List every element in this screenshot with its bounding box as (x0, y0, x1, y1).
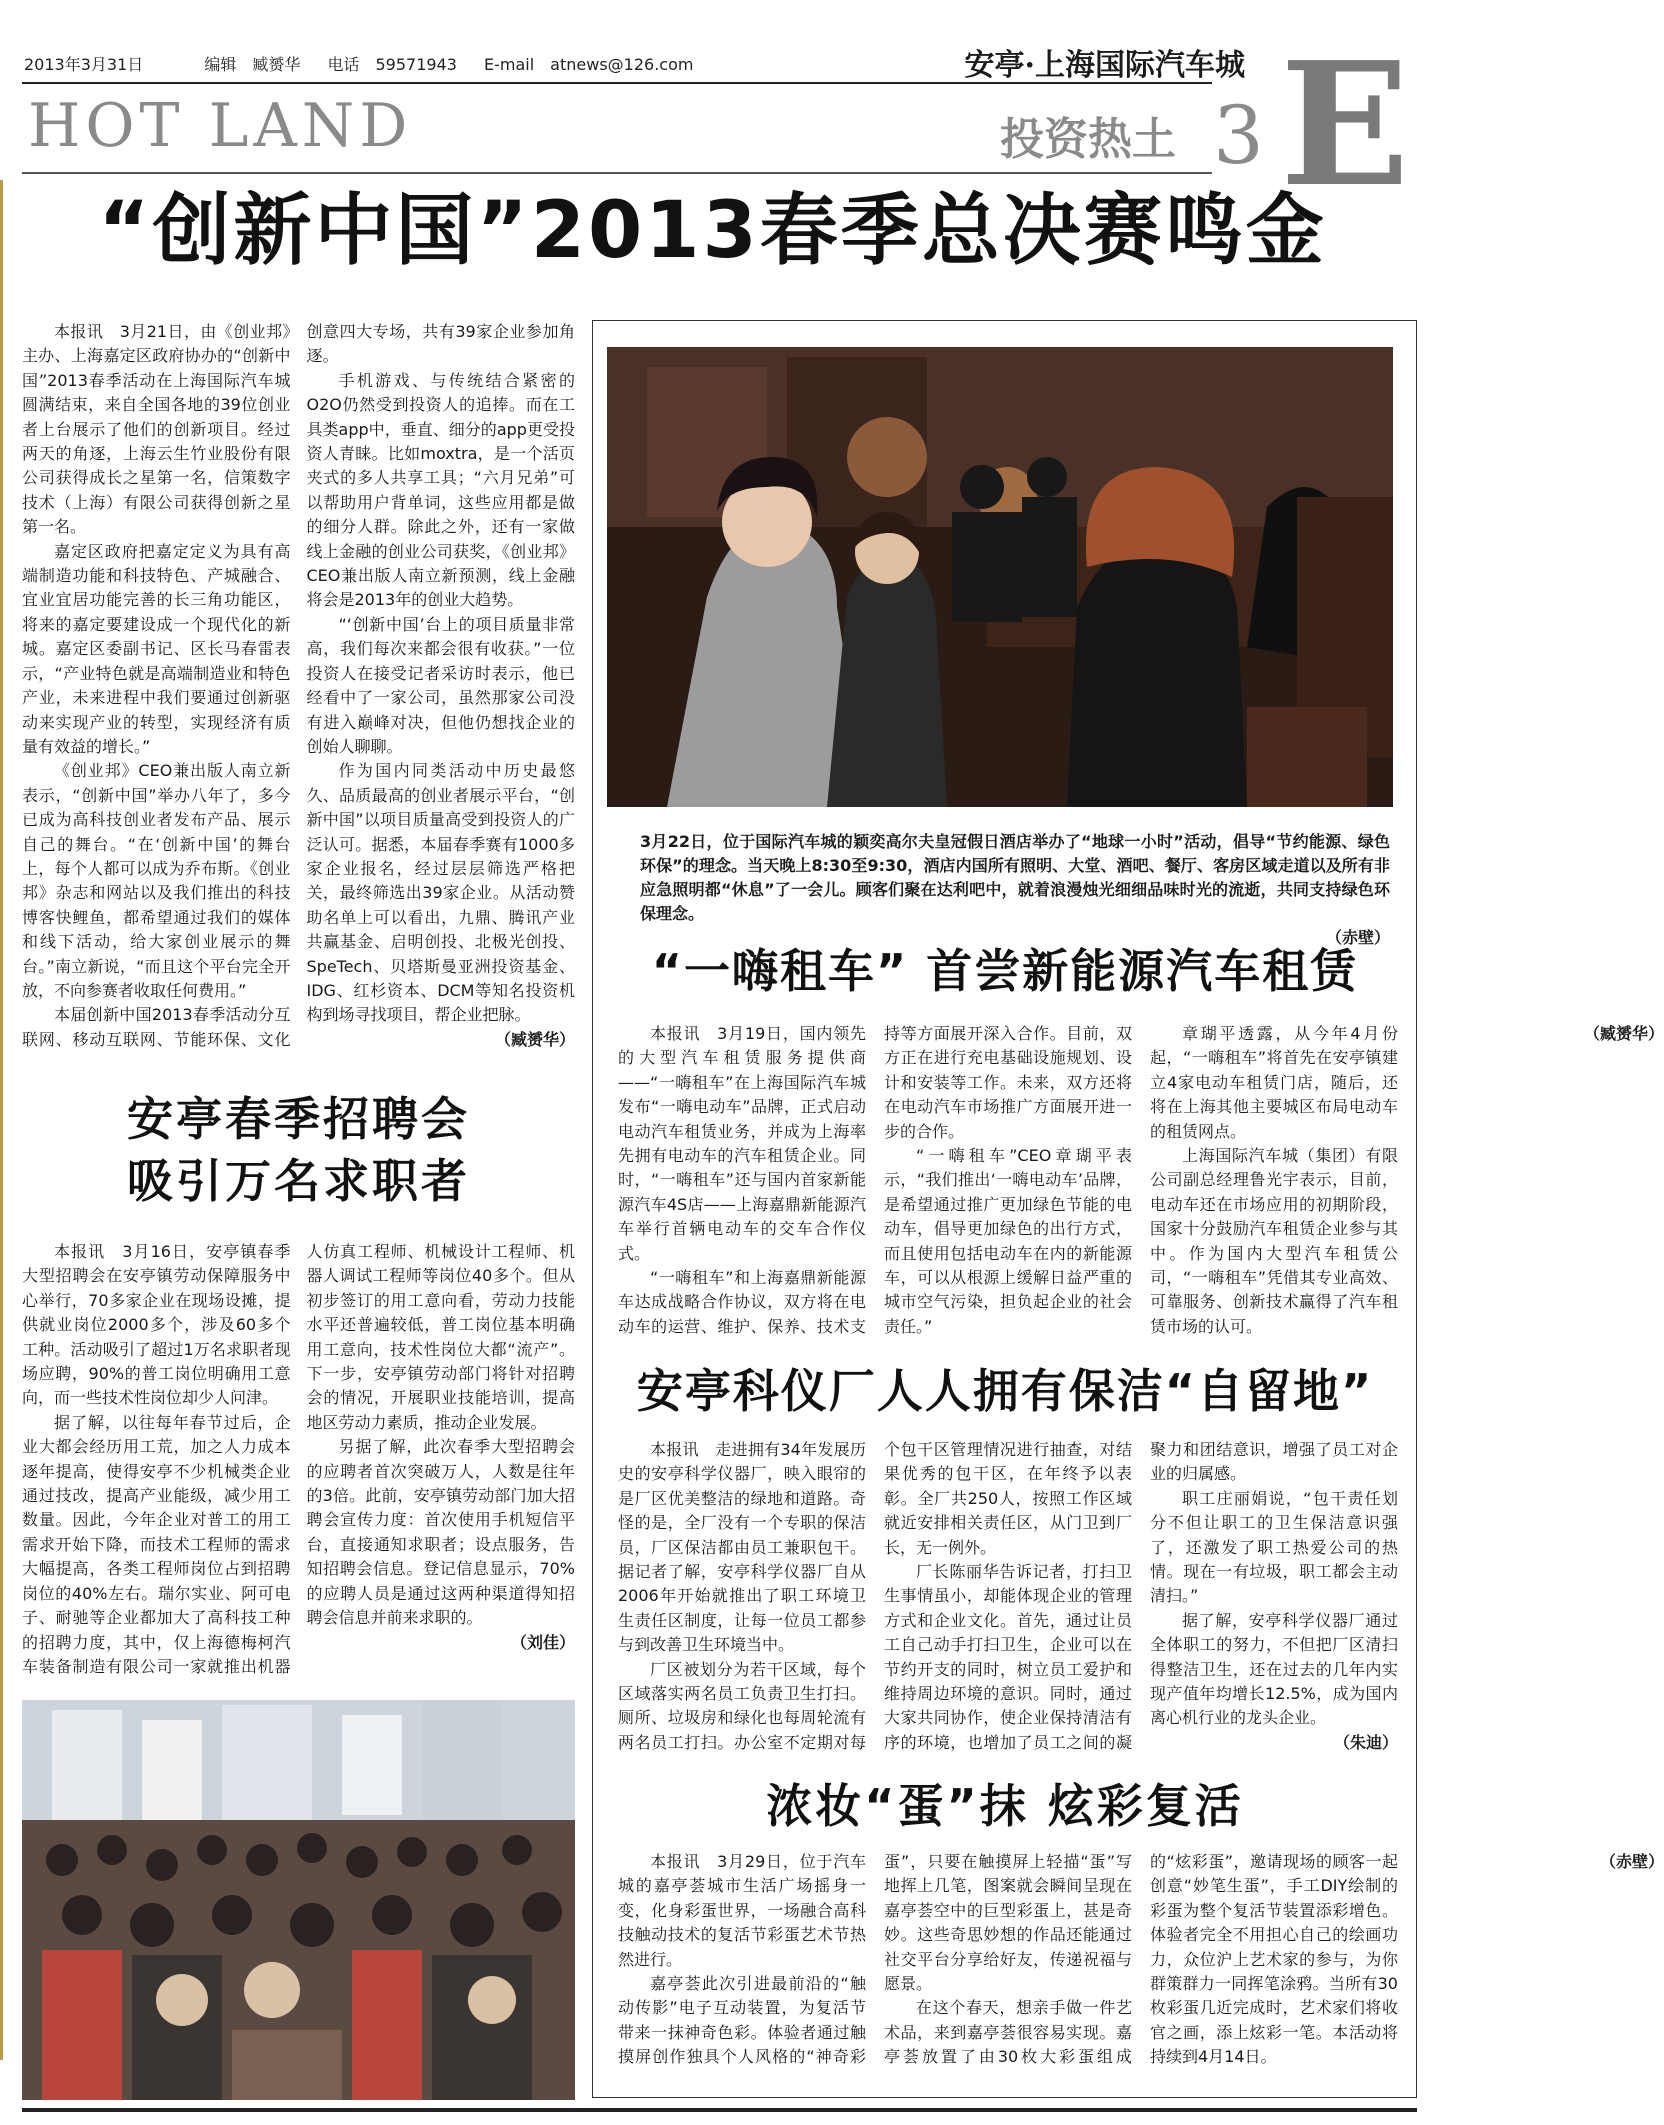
article-paragraph: 厂长陈丽华告诉记者，打扫卫生事情虽小，却能体现企业的管理方式和企业文化。首先，通过让员工自己动手打扫卫生，企业可以在节约开支的同时，树立员工爱护和维持周边环境的意识。同时，通过大家共同协作，使企业保持清洁有序的环境，也增加了员工之间的凝聚力和团结意识，增强了员工对企业的归属感。 (884, 1440, 1398, 1752)
article-paragraph: 本报讯 走进拥有34年发展历史的安亭科学仪器厂，映入眼帘的是厂区优美整洁的绿地和道路。奇怪的是，全厂没有一个专职的保洁员，厂区保洁都由员工兼职包干。据记者了解，安亭科学仪器厂自从2006年开始就推出了职工环境卫生责任区制度，让每一位员工都参与到改善卫生环境当中。 (618, 1440, 866, 1655)
article-rental (618, 1022, 1664, 1344)
article-paragraph: 本报讯 3月21日，由《创业邦》主办、上海嘉定区政府协办的“创新中国”2013春季活动在上海国际汽车城圆满结束，来自全国各地的39位创业者上台展示了他们的创新项目。经过两天的角逐，上海云生竹业股份有限公司获得成长之星第一名，信策数字技术（上海）有限公司获得创新之星第一名。 (22, 322, 291, 537)
article-paragraph: 另据了解，此次春季大型招聘会的应聘者首次突破万人，人数是往年的3倍。此前，安亭镇劳动部门加大招聘会宣传力度：首次使用手机短信平台，直接通知求职者；设点服务，告知招聘会信息。登记信息显示，70%的应聘人员是通过这两种渠道得知招聘会信息并前来求职的。 (306, 1437, 575, 1628)
article-paragraph: 作为国内同类活动中历史最悠久、品质最高的创业者展示平台，“创新中国”以项目质量高受到投资人的广泛认可。据悉，本届春季赛有1000多家企业报名，经过层层筛选严格把关，最终筛选出39家企业。从活动赞助名单上可以看出，九鼎、腾讯产业共赢基金、启明创投、北极光创投、SpeTech、贝塔斯曼亚洲投资基金、IDG、红杉资本、DCM等知名投资机构到场寻找项目，帮企业把脉。 (306, 761, 575, 1025)
article-author: （臧赟华） (1583, 1024, 1664, 1043)
article-factory (618, 1438, 1398, 1758)
editor-name: 编辑 臧赟华 (204, 55, 301, 74)
article-paragraph: 嘉定区政府把嘉定定义为具有高端制造功能和科技特色、产城融合、宜业宜居功能完善的长三角功能区，将来的嘉定要建设成一个现代化的新城。嘉定区委副书记、区长马春雷表示，“产业特色就是高端制造业和特色产业，未来进程中我们要通过创新驱动来实现产业的转型，实现经济有质量有效益的增长。” (22, 541, 291, 756)
article-paragraph: 上海国际汽车城（集团）有限公司副总经理鲁光宇表示，目前，电动车还在市场应用的初期阶段，国家十分鼓励汽车租赁企业参与其中。作为国内大型汽车租赁公司，“一嗨租车”凭借其专业高效、可靠服务、创新技术赢得了汽车租赁市场的认可。 (1150, 1146, 1398, 1336)
article-paragraph: “‘创新中国’台上的项目质量非常高，我们每次来都会很有收获。”一位投资人在接受记者采访时表示，他已经看中了一家公司，虽然那家公司没有进入巅峰对决，但他仍想找企业的创始人聊聊。 (306, 614, 575, 756)
article-paragraph: 据了解，以往每年春节过后，企业大都会经历用工荒，加之人力成本逐年提高，使得安亭不少机械类企业通过技改，提高产业能级，减少用工数量。因此，今年企业对普工的用工需求开始下降，而技术工程师的需求大幅提高，各类工程师岗位占到招聘岗位的40%左右。瑞尔实业、阿可电子、耐驰等企业都加大了高科技工种的招聘力度，其中，仅上海德梅柯汽车装备制造有限公司一家就推出机器人仿真工程师、机械设计工程师、机器人调试工程师等岗位40多个。但从初步签订的用工意向看，劳动力技能水平还普遍较低，普工岗位基本明确用工意向，技术性岗位大都“流产”。下一步，安亭镇劳动部门将针对招聘会的情况，开展职业技能培训，提高地区劳动力素质，推动企业发展。 (22, 1242, 575, 1676)
recruit-title-line1: 安亭春季招聘会 (127, 1092, 470, 1146)
article-rental-title (600, 940, 1410, 1010)
recruit-title-line2: 吸引万名求职者 (127, 1154, 470, 1209)
issue-date: 2013年3月31日 (24, 55, 144, 74)
factory-title: 安亭科仪厂人人拥有保洁“自留地” (636, 1364, 1374, 1418)
article-author: （赤壁） (1599, 1852, 1664, 1871)
caption-text: 3月22日，位于国际汽车城的颖奕高尔夫皇冠假日酒店举办了“地球一小时”活动，倡导“节约能源、绿色环保”的理念。当天晚上8:30至9:30，酒店内国所有照明、大堂、酒吧、餐厅、客房区域走道以及所有非应急照明都“休息”了一会儿。顾客们聚在达利吧中，就着浪漫烛光细细品味时光的流逝，共同支持绿色环保理念。 (640, 832, 1390, 923)
article-paragraph: 章瑚平透露，从今年4月份起，“一嗨租车”将首先在安亭镇建立4家电动车租赁门店，随后，还将在上海其他主要城区布局电动车的租赁网点。 (1150, 1024, 1398, 1141)
article-recruitment (22, 1240, 575, 1680)
article-author: （臧赟华） (494, 1029, 575, 1049)
article-paragraph: 职工庄丽娟说，“包干责任划分不但让职工的卫生保洁意识强了，还激发了职工热爱公司的热情。现在一有垃圾，职工都会主动清扫。” (1150, 1488, 1398, 1606)
article-paragraph: “一嗨租车”CEO章瑚平表示，“我们推出‘一嗨电动车’品牌，是希望通过推广更加绿色节能的电动车，倡导更加绿色的出行方式，而且使用包括电动车在内的新能源车，可以从根源上缓解日益严重的城市空气污染，担负起企业的社会责任。” (884, 1146, 1132, 1336)
masthead-rule-bottom (22, 172, 1212, 174)
article-innovation-china (22, 320, 575, 1075)
article-paragraph: 手机游戏、与传统结合紧密的O2O仍然受到投资人的追捧。而在工具类app中，垂直、细分的app更受投资人青睐。比如moxtra，是一个活页夹式的多人共享工具；“六月兄弟”可以帮助用户背单词，这些应用都是做的细分人群。除此之外，还有一家做线上金融的创业公司获奖，《创业邦》CEO兼出版人南立新预测，线上金融将会是2013年的创业大趋势。 (306, 370, 575, 610)
article-paragraph: 《创业邦》CEO兼出版人南立新表示，“创新中国”举办八年了，多今已成为高科技创业者发布产品、展示自己的舞台。“在‘创新中国’的舞台上，每个人都可以成为乔布斯。《创业邦》杂志和网站以及我们推出的科技博客快鲤鱼，都希望通过我们的媒体和线下活动，给大家创业展示的舞台。”南立新说，“而且这个平台完全开放，不向参赛者收取任何费用。” (22, 761, 291, 1000)
article-author: （朱迪） (1333, 1732, 1398, 1752)
left-margin-bar (0, 180, 3, 2060)
egg-title: 浓妆“蛋”抹 炫彩复活 (766, 1779, 1244, 1833)
article-paragraph: 在这个春天，想亲手做一件艺术品，来到嘉亭荟很容易实现。嘉亭荟放置了由30枚大彩蛋组成的“炫彩蛋”，邀请现场的顾客一起创意“妙笔生蛋”，手工DIY绘制的彩蛋为整个复活节装置添彩增色。体验者完全不用担心自己的绘画功力，众位沪上艺术家的参与，为你群策群力一同挥笔涂鸦。当所有30枚彩蛋几近完成时，艺术家们将收官之画，添上炫彩一笔。本活动将持续到4月14日。 (884, 1852, 1398, 2067)
bottom-rule (22, 2108, 1417, 2112)
article-paragraph: 本报讯 3月29日，位于汽车城的嘉亭荟城市生活广场摇身一变，化身彩蛋世界，一场融合高科技触动技术的复活节彩蛋艺术节热然进行。 (618, 1852, 866, 1969)
rental-title: “一嗨租车” 首尝新能源汽车租赁 (651, 944, 1359, 998)
article-paragraph: 本报讯 3月19日，国内领先的大型汽车租赁服务提供商——“一嗨租车”在上海国际汽车城发布“一嗨电动车”品牌，正式启动电动汽车租赁业务，并成为上海率先拥有电动车的汽车租赁企业。同时，“一嗨租车”还与国内首家新能源汽车4S店——上海嘉鼎新能源汽车举行首辆电动车的交车合作仪式。 (618, 1024, 866, 1263)
phone-number: 电话 59571943 (327, 55, 457, 74)
edition-letter: E (1280, 25, 1410, 225)
article-paragraph: “一嗨租车”和上海嘉鼎新能源车达成战略合作协议，双方将在电动车的运营、维护、保养、技术支持等方面展开深入合作。目前，双方正在进行充电基础设施规划、设计和安装等工作。未来，双方还将在电动汽车市场推广方面展开进一步的合作。 (618, 1024, 1132, 1336)
article-paragraph: 本报讯 3月16日，安亭镇春季大型招聘会在安亭镇劳动保障服务中心举行，70多家企业在现场设摊，提供就业岗位2000多个，涉及60多个工种。活动吸引了超过1万名求职者现场应聘，90%的普工岗位明确用工意向，而一些技术性岗位却少人问津。 (22, 1242, 291, 1408)
zone-title: 安亭·上海国际汽车城 (964, 48, 1245, 83)
article-egg-title (600, 1775, 1410, 1845)
masthead-info-line (24, 52, 1114, 75)
article-factory-title (600, 1360, 1410, 1430)
email-address: E-mail atnews@126.com (484, 55, 694, 74)
masthead-rule-top (22, 82, 1212, 84)
article-paragraph: 嘉亭荟此次引进最前沿的“触动传影”电子互动装置，为复活节带来一抹神奇色彩。体验者通过触摸屏创作独具个人风格的“神奇彩蛋”，只要在触摸屏上轻描“蛋”写地挥上几笔，图案就会瞬间呈现在嘉亭荟空中的巨型彩蛋上，甚是奇妙。这些奇思妙想的作品还能通过社交平台分享给好友，传递祝福与愿景。 (618, 1852, 1132, 2067)
hot-land-label: HOT LAND (28, 91, 413, 161)
article-author: （刘佳） (510, 1632, 575, 1652)
article-paragraph: 本届创新中国2013春季活动分互联网、移动互联网、节能环保、文化创意四大专场，共有39家企业参加角逐。 (22, 322, 575, 1049)
main-headline: “创新中国”2013春季总决赛鸣金 (98, 186, 1327, 276)
article-paragraph: 厂区被划分为若干区域，每个区域落实两名员工负责卫生打扫。厕所、垃圾房和绿化也每周轮流有两名员工打扫。办公室不定期对每个包干区管理情况进行抽查，对结果优秀的包干区，在年终予以表彰。全厂共250人，按照工作区域就近安排相关责任区，从门卫到厂长，无一例外。 (618, 1440, 1132, 1752)
page-number: 3 (1213, 89, 1264, 182)
article-egg (618, 1850, 1664, 2090)
caption-author: （赤壁） (1325, 928, 1390, 947)
earth-hour-caption (640, 830, 1390, 947)
job-fair-photo (22, 1700, 575, 2100)
earth-hour-photo (607, 347, 1393, 807)
article-paragraph: 据了解，安亭科学仪器厂通过全体职工的努力，不但把厂区清扫得整洁卫生，还在过去的几年内实现产值年均增长12.5%，成为国内离心机行业的龙头企业。 (1150, 1610, 1398, 1728)
article-recruitment-title (22, 1088, 575, 1218)
section-name: 投资热土 (1000, 114, 1176, 165)
